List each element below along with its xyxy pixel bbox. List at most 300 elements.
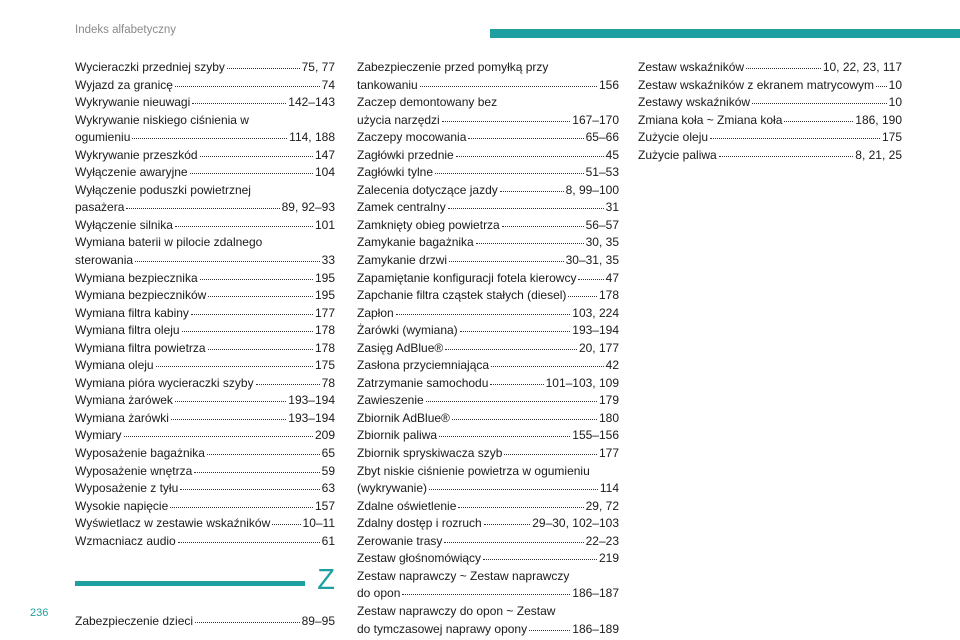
index-entry xyxy=(75,322,335,340)
index-entry-line xyxy=(357,375,619,393)
index-entry-line xyxy=(638,147,902,165)
index-entry-line xyxy=(357,147,619,165)
index-term: Wyświetlacz w zestawie wskaźników xyxy=(75,516,271,531)
page-reference: 155–156 xyxy=(572,428,619,443)
dot-leader xyxy=(175,217,313,227)
dot-leader xyxy=(460,322,571,332)
index-entry xyxy=(75,182,335,217)
index-entry-line xyxy=(357,340,619,358)
index-entry-line xyxy=(357,480,619,498)
dot-leader xyxy=(207,445,320,455)
dot-leader xyxy=(746,59,821,69)
index-term: Wykrywanie przeszkód xyxy=(75,147,198,162)
page-reference: 47 xyxy=(605,270,619,285)
page-number: 236 xyxy=(30,607,49,619)
page-reference: 177 xyxy=(314,305,335,320)
index-entry xyxy=(357,164,619,182)
index-column-1 xyxy=(75,59,335,631)
page-reference: 89, 92–93 xyxy=(281,200,335,215)
dot-leader xyxy=(192,94,286,104)
dot-leader xyxy=(178,533,320,543)
index-entry-line xyxy=(357,94,619,112)
index-term: Wyłączenie silnika xyxy=(75,217,173,232)
page-reference: 30, 35 xyxy=(585,235,619,250)
index-entry-line xyxy=(357,77,619,95)
index-entry-line xyxy=(357,357,619,375)
header-accent-bar xyxy=(490,29,960,38)
page-reference: 65 xyxy=(321,446,335,461)
page-reference: 89–95 xyxy=(301,614,335,629)
index-term: Wymiary xyxy=(75,428,122,443)
index-term: Zestaw głośnomówiący xyxy=(357,551,482,566)
index-entry xyxy=(75,234,335,269)
page-reference: 195 xyxy=(314,270,335,285)
index-entry-line xyxy=(75,94,335,112)
page-reference: 20, 177 xyxy=(578,340,619,355)
index-entry xyxy=(75,515,335,533)
index-entry-line xyxy=(75,112,335,130)
dot-leader xyxy=(500,182,564,192)
index-entry xyxy=(75,480,335,498)
page-reference: 8, 99–100 xyxy=(565,182,619,197)
page-reference: 167–170 xyxy=(572,112,619,127)
index-entry-line xyxy=(638,112,902,130)
page-reference: 31 xyxy=(605,200,619,215)
index-entry xyxy=(75,340,335,358)
index-entry-line xyxy=(357,585,619,603)
index-entry-line xyxy=(75,427,335,445)
index-term: Zawieszenie xyxy=(357,393,424,408)
dot-leader xyxy=(171,410,286,420)
page-reference: 186–189 xyxy=(572,621,619,636)
index-term: Zamknięty obieg powietrza xyxy=(357,217,500,232)
index-term: Zamek centralny xyxy=(357,200,446,215)
index-term: Zalecenia dotyczące jazdy xyxy=(357,182,498,197)
index-term: Żarówki (wymiana) xyxy=(357,323,458,338)
index-entry-line xyxy=(357,217,619,235)
index-entry-line xyxy=(357,112,619,130)
index-term: Wymiana żarówki xyxy=(75,410,169,425)
dot-leader xyxy=(876,77,887,87)
index-entry xyxy=(75,112,335,147)
index-entry-line xyxy=(75,77,335,95)
dot-leader xyxy=(452,410,597,420)
index-entry xyxy=(357,182,619,200)
index-entry-line xyxy=(357,287,619,305)
page-reference: 195 xyxy=(314,288,335,303)
index-entry-line xyxy=(75,463,335,481)
index-entry-line xyxy=(357,182,619,200)
index-entry-line xyxy=(75,340,335,358)
page-reference: 101 xyxy=(314,217,335,232)
entry-list xyxy=(75,59,335,550)
index-entry xyxy=(357,287,619,305)
index-entry-line xyxy=(357,199,619,217)
page-reference: 75, 77 xyxy=(301,60,335,74)
dot-leader xyxy=(396,305,571,315)
index-entry xyxy=(75,59,335,77)
index-entry xyxy=(357,427,619,445)
entry-list xyxy=(75,613,335,631)
index-entry-line xyxy=(638,94,902,112)
index-term: do tymczasowej naprawy opony xyxy=(357,621,528,636)
dot-leader xyxy=(449,252,564,262)
index-entry-line xyxy=(357,533,619,551)
index-term: (wykrywanie) xyxy=(357,481,428,496)
page-reference: 8, 21, 25 xyxy=(855,147,902,162)
index-entry-line xyxy=(75,164,335,182)
index-entry-line xyxy=(357,59,619,77)
dot-leader xyxy=(420,77,597,87)
index-entry-line xyxy=(75,182,335,200)
index-term: Wyjazd za granicę xyxy=(75,77,173,92)
index-entry xyxy=(638,77,902,95)
dot-leader xyxy=(578,270,603,280)
index-entry-line xyxy=(75,322,335,340)
index-term: Zestaw wskaźników z ekranem matrycowym xyxy=(638,77,875,92)
index-entry-line xyxy=(357,463,619,481)
index-term: Zestaw naprawczy do opon ~ Zestaw xyxy=(357,603,556,618)
index-term: Zbiornik paliwa xyxy=(357,428,438,443)
index-term: Wyposażenie wnętrza xyxy=(75,463,193,478)
dot-leader xyxy=(752,94,887,104)
page-reference: 101–103, 109 xyxy=(545,375,619,390)
page-reference: 177 xyxy=(598,446,619,461)
dot-leader xyxy=(476,234,584,244)
index-term: Zagłówki przednie xyxy=(357,147,454,162)
index-entry-line xyxy=(75,515,335,533)
index-term: Wymiana żarówek xyxy=(75,393,173,408)
index-entry-line xyxy=(75,287,335,305)
index-term: Zdalny dostęp i rozruch xyxy=(357,516,482,531)
dot-leader xyxy=(429,480,598,490)
dot-leader xyxy=(170,498,313,508)
section-rule xyxy=(75,581,305,586)
page-reference: 178 xyxy=(314,340,335,355)
index-entry xyxy=(357,129,619,147)
dot-leader xyxy=(719,147,854,157)
index-term: Zużycie paliwa xyxy=(638,147,717,162)
index-entry-line xyxy=(357,603,619,621)
index-entry-line xyxy=(357,445,619,463)
page-reference: 51–53 xyxy=(585,165,619,180)
dot-leader xyxy=(126,199,279,209)
index-entry xyxy=(357,375,619,393)
dot-leader xyxy=(194,463,319,473)
index-term: Zmiana koła ~ Zmiana koła xyxy=(638,112,783,127)
index-entry xyxy=(638,94,902,112)
index-entry-line xyxy=(75,129,335,147)
page-reference: 193–194 xyxy=(572,323,619,338)
index-entry-line xyxy=(357,305,619,323)
index-term: Zamykanie drzwi xyxy=(357,253,448,268)
page-reference: 103, 224 xyxy=(572,305,619,320)
index-term: Zapłon xyxy=(357,305,394,320)
page-reference: 142–143 xyxy=(288,95,335,110)
dot-leader xyxy=(200,270,313,280)
index-entry xyxy=(75,270,335,288)
index-entry xyxy=(75,392,335,410)
page-reference: 29–30, 102–103 xyxy=(532,516,619,531)
index-entry xyxy=(357,59,619,94)
index-entry-line xyxy=(357,270,619,288)
page-reference: 78 xyxy=(321,375,335,390)
page-reference: 178 xyxy=(314,323,335,338)
dot-leader xyxy=(182,322,313,332)
index-term: Zabezpieczenie przed pomyłką przy xyxy=(357,60,549,74)
index-term: Zaczepy mocowania xyxy=(357,130,467,145)
dot-leader xyxy=(468,129,583,139)
index-term: do opon xyxy=(357,586,401,601)
index-entry-line xyxy=(75,375,335,393)
index-entry-line xyxy=(357,322,619,340)
page-reference: 10 xyxy=(888,77,902,92)
index-term: Wyłączenie poduszki powietrznej xyxy=(75,182,251,197)
index-entry xyxy=(357,217,619,235)
dot-leader xyxy=(458,498,583,508)
index-entry-line xyxy=(357,252,619,270)
index-term: Zestawy wskaźników xyxy=(638,95,751,110)
index-entry xyxy=(75,357,335,375)
index-term: Zapchanie filtra cząstek stałych (diesel) xyxy=(357,288,567,303)
index-entry xyxy=(638,147,902,165)
index-entry xyxy=(357,270,619,288)
index-entry xyxy=(75,147,335,165)
dot-leader xyxy=(426,392,597,402)
page-reference: 45 xyxy=(605,147,619,162)
index-entry xyxy=(357,568,619,603)
index-entry xyxy=(357,445,619,463)
index-entry-line xyxy=(75,59,335,77)
index-entry xyxy=(75,533,335,551)
dot-leader xyxy=(200,147,313,157)
dot-leader xyxy=(180,480,319,490)
index-entry xyxy=(75,410,335,428)
section-letter: Z xyxy=(317,564,335,597)
page-reference: 186, 190 xyxy=(855,112,902,127)
page-reference: 114 xyxy=(599,481,619,496)
index-term: Zużycie oleju xyxy=(638,130,709,145)
index-term: Zatrzymanie samochodu xyxy=(357,375,489,390)
page-reference: 56–57 xyxy=(585,217,619,232)
index-entry-line xyxy=(75,445,335,463)
index-entry xyxy=(75,305,335,323)
page-reference: 33 xyxy=(321,253,335,268)
dot-leader xyxy=(491,357,604,367)
dot-leader xyxy=(502,217,584,227)
dot-leader xyxy=(191,305,313,315)
index-term: Zabezpieczenie dzieci xyxy=(75,614,194,629)
index-entry xyxy=(357,357,619,375)
dot-leader xyxy=(208,340,313,350)
index-entry-line xyxy=(638,59,902,77)
index-term: Wymiana filtra powietrza xyxy=(75,340,206,355)
dot-leader xyxy=(483,550,597,560)
index-entry xyxy=(357,234,619,252)
dot-leader xyxy=(435,164,584,174)
page-reference: 179 xyxy=(598,393,619,408)
index-entry xyxy=(638,112,902,130)
page-reference: 180 xyxy=(598,410,619,425)
index-entry-line xyxy=(357,392,619,410)
index-entry-line xyxy=(75,410,335,428)
page-reference: 178 xyxy=(598,288,619,303)
page-reference: 219 xyxy=(598,551,619,566)
index-entry xyxy=(75,445,335,463)
dot-leader xyxy=(227,59,300,69)
index-column-3 xyxy=(638,59,902,164)
index-term: pasażera xyxy=(75,200,125,215)
index-entry-line xyxy=(75,613,335,631)
index-term: Zestaw naprawczy ~ Zestaw naprawczy xyxy=(357,568,570,583)
index-entry-line xyxy=(638,129,902,147)
index-entry-line xyxy=(75,498,335,516)
index-entry xyxy=(357,147,619,165)
index-term: Wykrywanie nieuwagi xyxy=(75,95,191,110)
index-term: Wymiana filtra kabiny xyxy=(75,305,189,320)
page-reference: 65–66 xyxy=(585,130,619,145)
index-entry xyxy=(357,533,619,551)
index-term: Zamykanie bagażnika xyxy=(357,235,474,250)
index-entry-line xyxy=(357,129,619,147)
index-entry xyxy=(75,375,335,393)
index-entry xyxy=(357,252,619,270)
page-reference: 10–11 xyxy=(302,516,335,531)
dot-leader xyxy=(135,252,320,262)
index-column-2 xyxy=(357,59,619,638)
index-term: tankowaniu xyxy=(357,77,418,92)
page-reference: 30–31, 35 xyxy=(565,253,619,268)
index-term: sterowania xyxy=(75,253,134,268)
index-entry xyxy=(75,463,335,481)
index-entry-line xyxy=(75,217,335,235)
dot-leader xyxy=(444,533,583,543)
dot-leader xyxy=(195,613,300,623)
dot-leader xyxy=(448,199,604,209)
dot-leader xyxy=(529,621,570,631)
index-term: Wycieraczki przedniej szyby xyxy=(75,60,225,74)
index-entry-line xyxy=(75,392,335,410)
index-entry-line xyxy=(357,621,619,639)
index-entry-line xyxy=(638,77,902,95)
index-term: Wyposażenie z tyłu xyxy=(75,481,179,496)
index-entry-line xyxy=(357,410,619,428)
index-entry xyxy=(357,410,619,428)
index-entry-line xyxy=(75,533,335,551)
index-term: Wymiana bezpiecznika xyxy=(75,270,198,285)
dot-leader xyxy=(124,427,313,437)
index-entry-line xyxy=(75,234,335,252)
dot-leader xyxy=(156,357,313,367)
index-entry xyxy=(638,59,902,77)
dot-leader xyxy=(132,129,287,139)
dot-leader xyxy=(784,112,853,122)
index-entry xyxy=(75,498,335,516)
index-term: Wykrywanie niskiego ciśnienia w xyxy=(75,112,249,127)
index-entry xyxy=(75,217,335,235)
entry-list xyxy=(357,59,619,638)
index-term: Wymiana baterii w pilocie zdalnego xyxy=(75,235,263,250)
page-reference: 175 xyxy=(881,130,902,145)
index-term: Wyposażenie bagażnika xyxy=(75,446,205,461)
dot-leader xyxy=(445,340,577,350)
dot-leader xyxy=(439,427,570,437)
index-entry-line xyxy=(75,147,335,165)
page-reference: 63 xyxy=(321,481,335,496)
dot-leader xyxy=(442,112,571,122)
index-entry-line xyxy=(75,357,335,375)
index-entry-line xyxy=(357,164,619,182)
index-entry-line xyxy=(75,199,335,217)
index-term: Wzmacniacz audio xyxy=(75,533,176,548)
index-entry-line xyxy=(357,427,619,445)
page-reference: 157 xyxy=(314,498,335,513)
page-reference: 147 xyxy=(314,147,335,162)
section-divider-z xyxy=(75,565,335,609)
page-reference: 61 xyxy=(321,533,335,548)
dot-leader xyxy=(504,445,597,455)
index-entry xyxy=(75,94,335,112)
index-term: Zdalne oświetlenie xyxy=(357,498,457,513)
index-entry-line xyxy=(75,480,335,498)
index-term: Wymiana filtra oleju xyxy=(75,323,180,338)
index-entry-line xyxy=(75,252,335,270)
index-term: Zagłówki tylne xyxy=(357,165,434,180)
index-term: Zbiornik AdBlue® xyxy=(357,410,450,425)
index-term: Zaczep demontowany bez xyxy=(357,95,498,110)
index-entry-line xyxy=(75,305,335,323)
index-entry xyxy=(357,305,619,323)
index-entry xyxy=(75,427,335,445)
page-reference: 10, 22, 23, 117 xyxy=(822,60,902,74)
page-header-title: Indeks alfabetyczny xyxy=(75,24,177,36)
index-term: Zapamiętanie konfiguracji fotela kierowcy xyxy=(357,270,577,285)
index-term: Zbyt niskie ciśnienie powietrza w ogumieniu xyxy=(357,463,590,478)
page-reference: 104 xyxy=(314,165,335,180)
index-term: Zbiornik spryskiwacza szyb xyxy=(357,446,503,461)
index-entry xyxy=(357,94,619,129)
dot-leader xyxy=(175,77,320,87)
index-term: Wymiana bezpieczników xyxy=(75,288,207,303)
index-entry xyxy=(75,287,335,305)
index-term: Wyłączenie awaryjne xyxy=(75,165,188,180)
page-reference: 193–194 xyxy=(288,393,335,408)
index-entry xyxy=(357,322,619,340)
index-entry-line xyxy=(357,234,619,252)
index-term: Wymiana oleju xyxy=(75,358,154,373)
page-reference: 209 xyxy=(314,428,335,443)
dot-leader xyxy=(402,585,570,595)
index-term: Zerowanie trasy xyxy=(357,533,443,548)
page-reference: 114, 188 xyxy=(289,130,335,145)
dot-leader xyxy=(208,287,313,297)
dot-leader xyxy=(190,164,313,174)
index-term: Zasięg AdBlue® xyxy=(357,340,444,355)
index-entry xyxy=(357,392,619,410)
index-entry-line xyxy=(357,515,619,533)
index-term: Zasłona przyciemniająca xyxy=(357,358,490,373)
dot-leader xyxy=(710,129,880,139)
index-entry xyxy=(75,613,335,631)
index-entry-line xyxy=(357,550,619,568)
index-term: Zestaw wskaźników xyxy=(638,60,745,74)
dot-leader xyxy=(490,375,543,385)
index-term: użycia narzędzi xyxy=(357,112,440,127)
index-term: Wymiana pióra wycieraczki szyby xyxy=(75,375,254,390)
index-entry-line xyxy=(357,498,619,516)
index-entry xyxy=(357,498,619,516)
page-reference: 22–23 xyxy=(585,533,619,548)
